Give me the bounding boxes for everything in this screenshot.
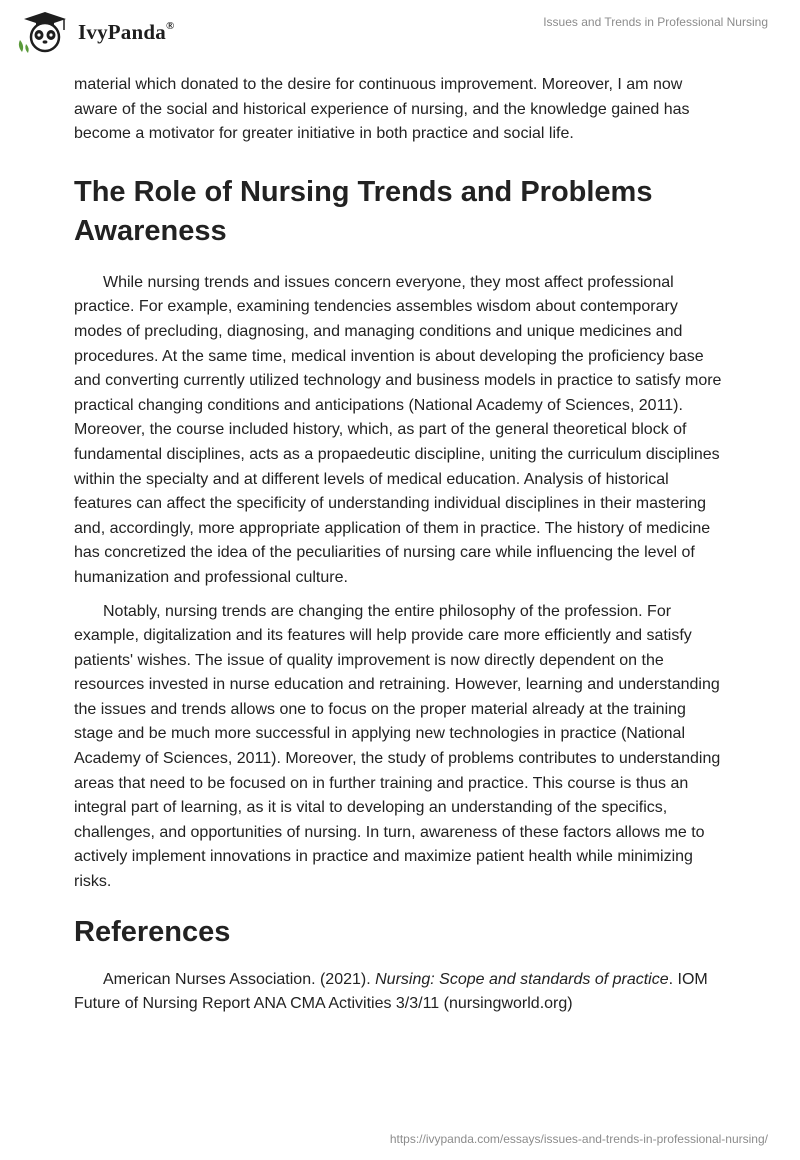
reference-entry bbox=[74, 968, 726, 1017]
brand-name[interactable]: IvyPanda® bbox=[78, 20, 175, 44]
panda-logo-icon[interactable] bbox=[14, 10, 76, 54]
reference-after-title: . bbox=[668, 970, 678, 988]
references-heading: References bbox=[74, 915, 231, 948]
reference-link-text[interactable]: IOM Future of Nursing Report ANA CMA Activities 3/3/11 (nursingworld.org) bbox=[74, 970, 708, 1013]
section-heading: The Role of Nursing Trends and Problems Awareness bbox=[74, 175, 653, 247]
document-title: Issues and Trends in Professional Nursing bbox=[543, 15, 768, 29]
reference-author: American Nurses Association. (2021). bbox=[103, 970, 376, 988]
reference-title: Nursing: Scope and standards of practice bbox=[375, 970, 669, 988]
source-url[interactable]: https://ivypanda.com/essays/issues-and-trends-in-professional-nursing/ bbox=[389, 1132, 768, 1146]
page-header bbox=[0, 0, 800, 60]
body-paragraph: Notably, nursing trends are changing the entire philosophy of the profession. For example, digitalization and its features will help provide care more efficiently and satisfy patients' wishes. The issue of quality improvement is now directly dependent on the resources invested in nurse education and retraining. However, learning and understanding the issues and trends allows one to focus on the proper material already at the training stage and be much more successful in applying new technologies in practice (National Academy of Sciences, 2011). Moreover, the study of problems contributes to understanding areas that need to be focused on in further training and practice. This course is thus an integral part of learning, as it is vital to developing an understanding of the specifics, challenges, and opportunities of nursing. In turn, awareness of these factors allows me to actively implement innovations in practice and maximize patient health while minimizing risks. bbox=[74, 602, 721, 891]
intro-paragraph: material which donated to the desire for continuous improvement. Moreover, I am now aware of the social and historical experience of nursing, and the knowledge gained has become a motivator for greater initiative in both practice and social life. bbox=[74, 76, 690, 143]
body-paragraph: While nursing trends and issues concern everyone, they most affect professional practice. For example, examining tendencies assembles wisdom about contemporary modes of precluding, diagnosing, and managing conditions and unique medicines and procedures. At the same time, medical invention is about developing the proficiency base and converting currently utilized technology and business models in practice to satisfy more practical changing conditions and anticipations (National Academy of Sciences, 2011). Moreover, the course included history, which, as part of the general theoretical block of fundamental disciplines, acts as a propaedeutic discipline, uniting the curriculum disciplines within the specialty and at different levels of medical education. Analysis of historical features can affect the specificity of understanding individual disciplines in their mastering and, accordingly, more appropriate application of them in practice. The history of medicine has concretized the idea of the peculiarities of nursing care while influencing the level of humanization and professional culture. bbox=[74, 273, 722, 586]
registered-mark: ® bbox=[165, 20, 175, 32]
essay-content bbox=[74, 73, 726, 1017]
